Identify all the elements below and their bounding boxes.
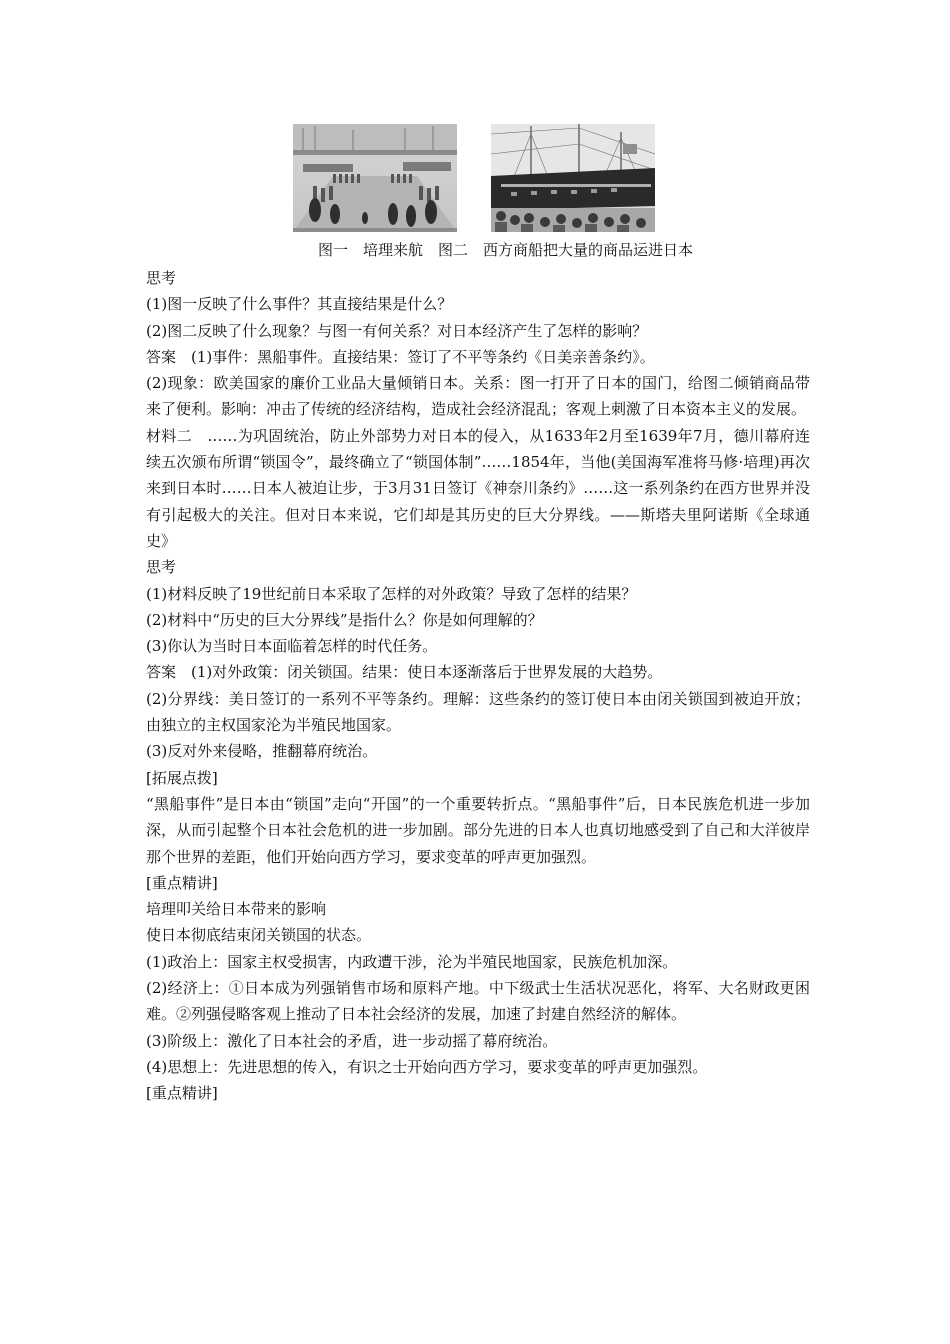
answer: (2)现象：欧美国家的廉价工业品大量倾销日本。关系：图一打开了日本的国门，给图二倾销商品带来了便利。影响：冲击了传统的经济结构，造成社会经济混乱；客观上刺激了日本资本主义的发展。 [146, 374, 810, 419]
question: (1)图一反映了什么事件？其直接结果是什么？ [146, 295, 453, 314]
perry-landing-image [293, 124, 457, 232]
figure-row [293, 124, 657, 232]
section-heading: [重点精讲] [146, 873, 218, 892]
list-item: (4)思想上：先进思想的传入，有识之士开始向西方学习，要求变革的呼声更加强烈。 [146, 1057, 708, 1076]
document-body [146, 265, 810, 1107]
list-item: (3)阶级上：激化了日本社会的矛盾，进一步动摇了幕府统治。 [146, 1031, 558, 1050]
question: (3)你认为当时日本面临着怎样的时代任务。 [146, 637, 438, 656]
list-item: (2)经济上：①日本成为列强销售市场和原料产地。中下级武士生活状况恶化，将军、大名财政更困难。②列强侵略客观上推动了日本社会经济的发展，加速了封建自然经济的解体。 [146, 979, 810, 1024]
section-heading: [重点精讲] [146, 1084, 218, 1103]
answer: (2)分界线：美日签订的一系列不平等条约。理解：这些条约的签订使日本由闭关锁国到被迫开放；由独立的主权国家沦为半殖民地国家。 [146, 689, 810, 735]
question: (2)材料中“历史的巨大分界线”是指什么？你是如何理解的？ [146, 610, 543, 629]
heading-think-1: 思考 [146, 269, 177, 287]
answer: 答案 (1)事件：黑船事件。直接结果：签订了不平等条约《日美亲善条约》。 [146, 347, 655, 366]
answer: 答案 (1)对外政策：闭关锁国。结果：使日本逐渐落后于世界发展的大趋势。 [146, 663, 663, 682]
paragraph: “黑船事件”是日本由“锁国”走向“开国”的一个重要转折点。“黑船事件”后，日本民族危机进一步加深，从而引起整个日本社会危机的进一步加剧。部分先进的日本人也真切地感受到了自己和大洋彼岸那个世界的差距，他们开始向西方学习，要求变革的呼声更加强烈。 [146, 794, 810, 866]
western-ship-image [491, 124, 655, 232]
material-two: 材料二 ……为巩固统治，防止外部势力对日本的侵入，从1633年2月至1639年7月，德川幕府连续五次颁布所谓“锁国令”，最终确立了“锁国体制”……1854年，当他(美国海军准将马修·培理)再次来到日本时……日本人被迫让步，于3月31日签订《神奈川条约》……这一系列条约在西方世界并没有引起极大的关注。但对日本来说，它们却是其历史的巨大分界线。——斯塔夫里阿诺斯《全球通史》 [146, 426, 810, 550]
heading-think-2: 思考 [146, 558, 177, 577]
answer: (3)反对外来侵略，推翻幕府统治。 [146, 742, 378, 761]
section-heading: [拓展点拨] [146, 768, 218, 787]
figure-caption: 图一 培理来航 图二 西方商船把大量的商品运进日本 [318, 241, 694, 259]
paragraph: 使日本彻底结束闭关锁国的状态。 [146, 926, 372, 945]
list-item: (1)政治上：国家主权受损害，内政遭干涉，沦为半殖民地国家，民族危机加深。 [146, 952, 678, 971]
subheading: 培理叩关给日本带来的影响 [146, 900, 327, 919]
question: (1)材料反映了19世纪前日本采取了怎样的对外政策？导致了怎样的结果？ [146, 584, 637, 603]
question: (2)图二反映了什么现象？与图一有何关系？对日本经济产生了怎样的影响？ [146, 321, 648, 340]
